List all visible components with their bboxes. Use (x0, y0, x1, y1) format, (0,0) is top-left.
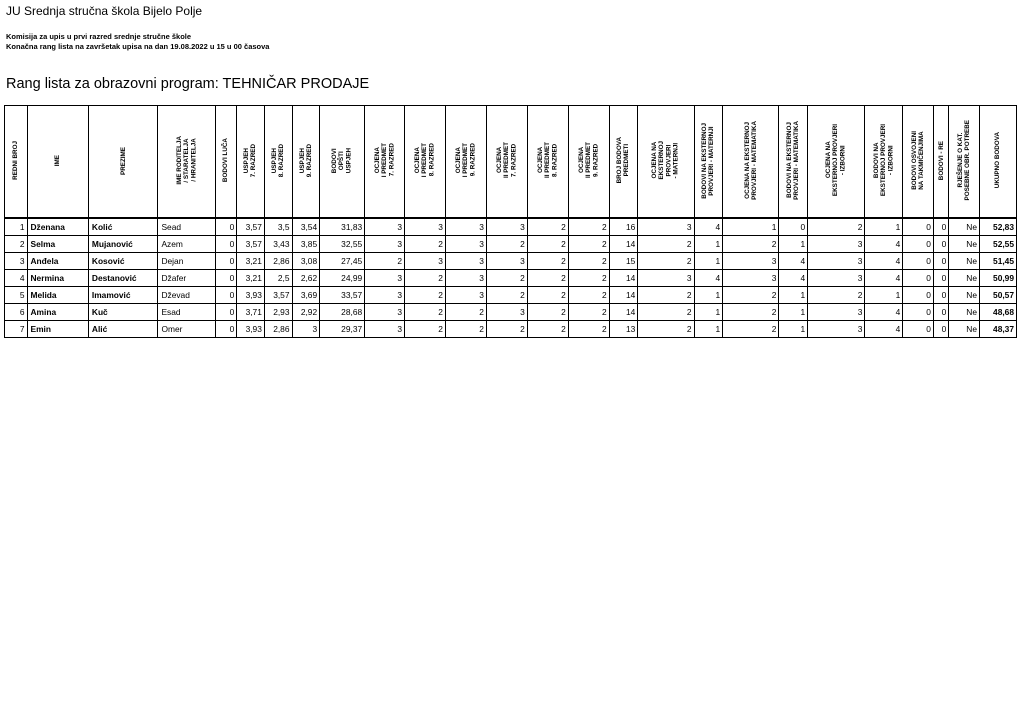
table-cell: 1 (694, 253, 723, 270)
table-row (5, 270, 1017, 287)
column-header-label: OCJENA I PREDMET 8. RAZRED (414, 143, 436, 178)
column-header (27, 106, 88, 219)
table-cell: 4 (5, 270, 28, 287)
table-cell: 1 (694, 321, 723, 338)
table-cell: 3,21 (237, 253, 265, 270)
table-cell: 3,71 (237, 304, 265, 321)
column-header-label: OCJENA NA EKSTERNOJ PROVJERI - MATERNJI (651, 141, 681, 180)
table-cell: 2,86 (264, 321, 292, 338)
column-header (933, 106, 948, 219)
column-header-label: USPJEH 8. RAZRED (270, 143, 286, 178)
column-header (694, 106, 723, 219)
table-cell: 3 (723, 270, 779, 287)
table-cell: 3 (292, 321, 320, 338)
table-cell: 2 (527, 253, 568, 270)
column-header-label: BODOVI OPŠTI USPJEH (331, 147, 353, 174)
table-cell: Azem (158, 236, 215, 253)
column-header (445, 106, 486, 219)
column-header-label: BODOVI NA EKSTERNOJ PROVJERI - MATEMATIKA (786, 121, 801, 200)
column-header-label: OCJENA II PREDMET 7. RAZRED (496, 142, 518, 179)
table-cell: 3 (638, 270, 694, 287)
column-header (264, 106, 292, 219)
table-cell: 2 (568, 218, 609, 236)
table-cell: 3 (365, 218, 405, 236)
table-cell: 3,85 (292, 236, 320, 253)
table-cell: 2 (723, 236, 779, 253)
table-cell: 2 (638, 321, 694, 338)
table-cell: 14 (609, 270, 638, 287)
table-cell: 2 (723, 321, 779, 338)
table-cell: 0 (933, 270, 948, 287)
table-cell: Ne (949, 304, 980, 321)
table-cell: 2,86 (264, 253, 292, 270)
column-header (779, 106, 808, 219)
table-cell: 0 (933, 236, 948, 253)
table-cell: 2 (568, 304, 609, 321)
table-cell: 0 (215, 218, 236, 236)
table-cell: Ne (949, 321, 980, 338)
column-header (723, 106, 779, 219)
table-cell: 1 (694, 287, 723, 304)
table-cell: Emin (27, 321, 88, 338)
table-cell: 2 (638, 236, 694, 253)
table-cell: 0 (215, 270, 236, 287)
table-cell: 3 (808, 236, 865, 253)
table-cell: 0 (933, 253, 948, 270)
final-list-line: Konačna rang lista na završetak upisa na dan 19.08.2022 u 15 u 00 časova (6, 42, 270, 51)
table-cell: 16 (609, 218, 638, 236)
table-cell: 2 (527, 287, 568, 304)
table-cell: 4 (865, 236, 903, 253)
column-header-label: OCJENA II PREDMET 8. RAZRED (536, 142, 559, 179)
table-cell: 2 (527, 218, 568, 236)
table-cell: 4 (865, 321, 903, 338)
table-cell: 1 (5, 218, 28, 236)
table-cell: 3 (445, 218, 486, 236)
table-cell: 3,43 (264, 236, 292, 253)
table-cell: 0 (903, 270, 934, 287)
table-cell: 3 (486, 253, 527, 270)
column-header-label: BODOVI NA EKSTERNOJ PROVJERI - MATERNJI (701, 122, 716, 199)
table-cell: 2 (405, 287, 446, 304)
table-cell: 3 (486, 218, 527, 236)
table-cell: Kosović (88, 253, 158, 270)
table-cell: 4 (694, 218, 723, 236)
column-header (865, 106, 903, 219)
table-cell: 3 (365, 270, 405, 287)
table-cell: 32,55 (320, 236, 365, 253)
table-cell: 4 (865, 253, 903, 270)
column-header-label: BODOVI NA EKSTERNOJ PROVJERI - IZBORNI (872, 124, 895, 197)
table-cell: 0 (903, 236, 934, 253)
table-cell: Alić (88, 321, 158, 338)
table-cell: 0 (903, 287, 934, 304)
table-cell: 14 (609, 304, 638, 321)
table-cell: Melida (27, 287, 88, 304)
table-cell: 2 (445, 321, 486, 338)
table-cell: 3 (365, 321, 405, 338)
table-cell: 48,68 (979, 304, 1016, 321)
column-header-label: PREZIME (119, 146, 127, 175)
column-header-label: OCJENA I PREDMET 7. RAZRED (373, 143, 396, 178)
table-cell: Ne (949, 270, 980, 287)
table-cell: Nermina (27, 270, 88, 287)
table-cell: 52,83 (979, 218, 1016, 236)
school-name: JU Srednja stručna škola Bijelo Polje (6, 4, 203, 18)
table-cell: 2 (486, 287, 527, 304)
table-cell: 2 (568, 270, 609, 287)
table-cell: 3,93 (237, 287, 265, 304)
table-cell: 3,21 (237, 270, 265, 287)
table-cell: 0 (215, 321, 236, 338)
column-header (365, 106, 405, 219)
column-header (979, 106, 1016, 219)
column-header (158, 106, 215, 219)
table-cell: 3,54 (292, 218, 320, 236)
column-header-label: BODOVI - RE (937, 140, 945, 181)
table-cell: 3 (405, 218, 446, 236)
table-cell: 14 (609, 287, 638, 304)
commission-line: Komisija za upis u prvi razred srednje stručne škole (6, 32, 192, 41)
table-cell: 0 (933, 287, 948, 304)
table-row (5, 218, 1017, 236)
table-cell: 31,83 (320, 218, 365, 236)
table-header-row (5, 106, 1017, 219)
table-cell: Mujanović (88, 236, 158, 253)
table-cell: 2 (405, 270, 446, 287)
table-cell: 3,57 (237, 218, 265, 236)
table-cell: 2 (405, 236, 446, 253)
column-header-label: REDNI BROJ (12, 141, 20, 180)
table-cell: 3 (365, 236, 405, 253)
table-cell: 14 (609, 236, 638, 253)
table-cell: 2 (568, 236, 609, 253)
table-cell: 2 (527, 321, 568, 338)
table-cell: 2,5 (264, 270, 292, 287)
column-header-label: IME RODITELJA / STARATELJA / HRANITELJA (175, 136, 198, 185)
column-header-label: OCJENA II PREDMET 9. RAZRED (577, 142, 600, 179)
table-cell: Dejan (158, 253, 215, 270)
table-cell: 6 (5, 304, 28, 321)
table-cell: 2 (486, 236, 527, 253)
table-cell: 2 (5, 236, 28, 253)
table-cell: 0 (903, 304, 934, 321)
table-cell: 2 (568, 253, 609, 270)
table-cell: 2 (527, 304, 568, 321)
column-header (5, 106, 28, 219)
table-cell: 0 (933, 321, 948, 338)
table-cell: 0 (215, 287, 236, 304)
table-cell: 2,62 (292, 270, 320, 287)
table-cell: 2 (723, 287, 779, 304)
table-cell: Selma (27, 236, 88, 253)
column-header (405, 106, 446, 219)
column-header-label: OCJENA NA EKSTERNOJ PROVJERI - IZBORNI (825, 124, 847, 197)
table-cell: 28,68 (320, 304, 365, 321)
column-header (320, 106, 365, 219)
table-cell: 0 (215, 253, 236, 270)
table-cell: 3,93 (237, 321, 265, 338)
table-cell: 52,55 (979, 236, 1016, 253)
table-cell: 1 (779, 321, 808, 338)
table-cell: 51,45 (979, 253, 1016, 270)
table-cell: 1 (779, 304, 808, 321)
table-cell: 27,45 (320, 253, 365, 270)
column-header-label: BROJ BODOVA PREDMETI (616, 137, 631, 184)
table-cell: 2 (445, 304, 486, 321)
column-header (486, 106, 527, 219)
table-cell: 2 (527, 270, 568, 287)
column-header-label: BODOVI LUČA (222, 138, 230, 183)
table-cell: Ne (949, 236, 980, 253)
table-cell: 50,99 (979, 270, 1016, 287)
table-cell: 3 (5, 253, 28, 270)
table-cell: 3 (808, 304, 865, 321)
table-cell: 2 (638, 304, 694, 321)
table-cell: Ne (949, 287, 980, 304)
table-row (5, 236, 1017, 253)
table-cell: 2 (486, 321, 527, 338)
table-cell: 2 (638, 253, 694, 270)
table-cell: 3 (808, 270, 865, 287)
column-header (215, 106, 236, 219)
table-cell: 13 (609, 321, 638, 338)
table-cell: 2 (486, 270, 527, 287)
table-cell: Sead (158, 218, 215, 236)
table-cell: 4 (694, 270, 723, 287)
column-header (527, 106, 568, 219)
table-cell: 5 (5, 287, 28, 304)
table-cell: 7 (5, 321, 28, 338)
table-cell: 4 (865, 304, 903, 321)
table-cell: 15 (609, 253, 638, 270)
table-cell: 1 (779, 287, 808, 304)
table-cell: Ne (949, 253, 980, 270)
table-cell: 2 (568, 321, 609, 338)
column-header-label: USPJEH 7. RAZRED (243, 143, 258, 178)
table-cell: 1 (865, 287, 903, 304)
table-cell: Dževad (158, 287, 215, 304)
table-cell: 1 (779, 236, 808, 253)
table-cell: 2 (405, 304, 446, 321)
table-cell: Amina (27, 304, 88, 321)
table-cell: 1 (865, 218, 903, 236)
table-cell: 0 (903, 253, 934, 270)
table-cell: Ne (949, 218, 980, 236)
table-cell: Destanović (88, 270, 158, 287)
column-header-label: USPJEH 9. RAZRED (298, 143, 313, 178)
table-cell: 3 (365, 304, 405, 321)
table-cell: 2 (808, 287, 865, 304)
column-header (638, 106, 694, 219)
column-header-label: OCJENA NA EKSTERNOJ PROVJERI - MATEMATIKA (743, 121, 758, 200)
table-cell: 0 (903, 218, 934, 236)
table-cell: 2,92 (292, 304, 320, 321)
table-cell: 3 (445, 236, 486, 253)
table-cell: 2 (568, 287, 609, 304)
column-header (237, 106, 265, 219)
table-cell: 3 (445, 287, 486, 304)
table-cell: 1 (723, 218, 779, 236)
table-cell: 0 (779, 218, 808, 236)
table-cell: 50,57 (979, 287, 1016, 304)
table-cell: Anđela (27, 253, 88, 270)
table-cell: Kolić (88, 218, 158, 236)
table-cell: Kuč (88, 304, 158, 321)
column-header-label: UKUPNO BODOVA (994, 132, 1002, 189)
column-header (292, 106, 320, 219)
table-cell: 2 (527, 236, 568, 253)
table-cell: 2 (365, 253, 405, 270)
table-row (5, 253, 1017, 270)
table-cell: 3 (723, 253, 779, 270)
column-header (903, 106, 934, 219)
table-cell: 0 (933, 304, 948, 321)
table-cell: 3,08 (292, 253, 320, 270)
table-cell: 3 (638, 218, 694, 236)
table-cell: 2 (638, 287, 694, 304)
table-cell: 3 (445, 253, 486, 270)
table-cell: 3 (808, 321, 865, 338)
table-cell: Omer (158, 321, 215, 338)
table-cell: 4 (779, 253, 808, 270)
table-cell: 3 (445, 270, 486, 287)
table-cell: Džafer (158, 270, 215, 287)
rank-table (4, 105, 1017, 338)
table-cell: 3,57 (237, 236, 265, 253)
column-header (949, 106, 980, 219)
column-header (88, 106, 158, 219)
program-title: Rang lista za obrazovni program: TEHNIČAR PRODAJE (6, 76, 370, 92)
table-cell: 0 (215, 236, 236, 253)
column-header (808, 106, 865, 219)
table-cell: 3,57 (264, 287, 292, 304)
table-row (5, 287, 1017, 304)
table-cell: 3,69 (292, 287, 320, 304)
table-cell: 3,5 (264, 218, 292, 236)
table-cell: 4 (779, 270, 808, 287)
column-header (568, 106, 609, 219)
column-header (609, 106, 638, 219)
column-header-label: BODOVI OSVOJENI NA TAKMIČENJIMA (910, 131, 926, 190)
table-cell: 29,37 (320, 321, 365, 338)
column-header-label: IME (54, 154, 62, 167)
column-header-label: RJEŠENJE O KAT. POSEBNE OBR. POTREBE (956, 120, 972, 201)
column-header-label: OCJENA I PREDMET 9. RAZRED (455, 143, 477, 178)
table-cell: 2 (808, 218, 865, 236)
table-cell: 2 (405, 321, 446, 338)
table-cell: 3 (405, 253, 446, 270)
table-cell: Esad (158, 304, 215, 321)
table-cell: 1 (694, 304, 723, 321)
table-cell: 0 (933, 218, 948, 236)
table-row (5, 321, 1017, 338)
table-cell: 3 (486, 304, 527, 321)
table-cell: 4 (865, 270, 903, 287)
table-cell: 48,37 (979, 321, 1016, 338)
table-cell: 0 (215, 304, 236, 321)
table-row (5, 304, 1017, 321)
table-cell: 2 (723, 304, 779, 321)
table-cell: 0 (903, 321, 934, 338)
table-cell: Imamović (88, 287, 158, 304)
table-cell: 3 (808, 253, 865, 270)
table-cell: 1 (694, 236, 723, 253)
table-cell: 2,93 (264, 304, 292, 321)
table-cell: 33,57 (320, 287, 365, 304)
table-cell: Dženana (27, 218, 88, 236)
table-cell: 24,99 (320, 270, 365, 287)
table-cell: 3 (365, 287, 405, 304)
